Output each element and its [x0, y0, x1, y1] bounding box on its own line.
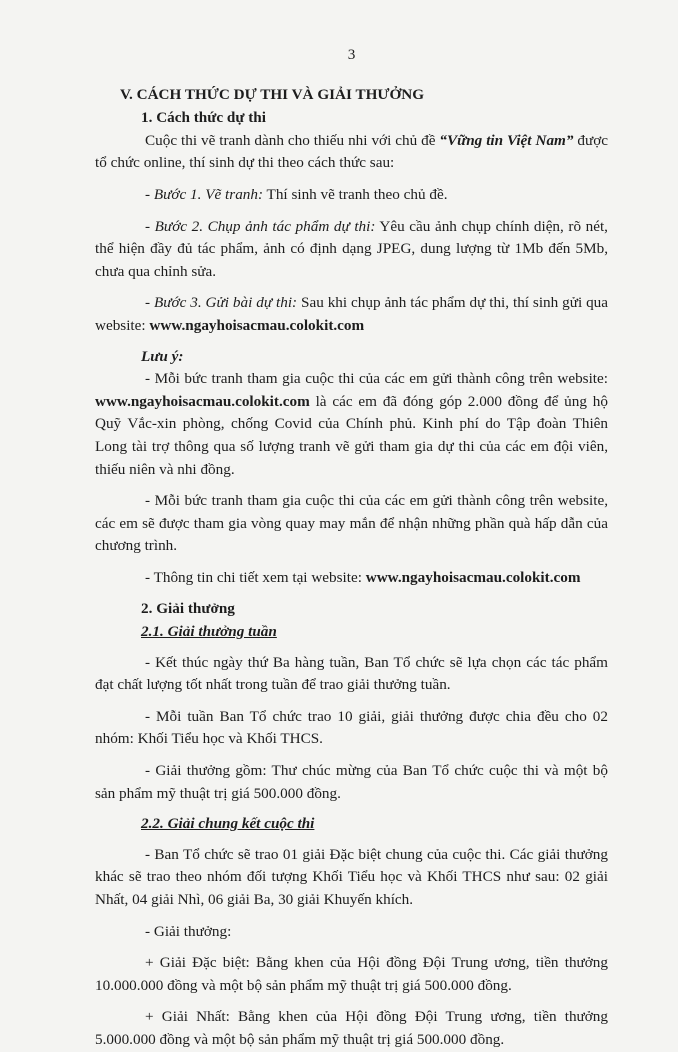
note-1-text: - Mỗi bức tranh tham gia cuộc thi của các em gửi thành công trên website:	[145, 370, 608, 388]
final-prize-title: 2.2. Giải chung kết cuộc thi	[141, 815, 315, 833]
final-prize-3: + Giải Đặc biệt: Bằng khen của Hội đồng Đội Trung ương, tiền thưởng 10.000.000 đồng và một bộ sản phẩm mỹ thuật trị giá 500.000 đồng.	[95, 954, 608, 994]
weekly-prize-1: - Kết thúc ngày thứ Ba hàng tuần, Ban Tổ chức sẽ lựa chọn các tác phẩm đạt chất lượng tốt nhất trong tuần để trao giải thưởng tuần.	[95, 653, 608, 694]
weekly-prize-2: - Mỗi tuần Ban Tổ chức trao 10 giải, giải thưởng được chia đều cho 02 nhóm: Khối Tiểu học và Khối THCS.	[95, 707, 608, 748]
final-prize-2: - Giải thưởng:	[145, 922, 232, 940]
website-link[interactable]: www.ngayhoisacmau.colokit.com	[95, 392, 310, 410]
step-1	[95, 184, 608, 207]
final-prize-1: - Ban Tổ chức sẽ trao 01 giải Đặc biệt chung của cuộc thi. Các giải thưởng khác sẽ trao theo nhóm đối tượng Khối Tiểu học và Khối THCS như sau: 02 giải Nhất, 04 giải Nhì, 06 giải Ba, 30 giải Khuyến khích.	[95, 845, 608, 908]
website-link[interactable]: www.ngayhoisacmau.colokit.com	[149, 316, 365, 334]
intro-text-cont: được tổ chức online, thí sinh dự thi theo cách thức sau:	[95, 131, 608, 172]
final-prize-4: + Giải Nhất: Bằng khen của Hội đồng Đội Trung ương, tiền thưởng 5.000.000 đồng và một bộ sản phẩm mỹ thuật trị giá 500.000 đồng.	[95, 1008, 608, 1048]
note-1	[95, 368, 608, 481]
intro-paragraph	[95, 130, 608, 175]
step-3-text: Sau khi chụp ảnh tác phẩm dự thi, thí sinh gửi qua website:	[95, 294, 609, 334]
section-title: V. CÁCH THỨC DỰ THI VÀ GIẢI THƯỞNG	[120, 85, 425, 103]
subsection-title-entry-method: 1. Cách thức dự thi	[141, 109, 266, 127]
step-1-label: - Bước 1. Vẽ tranh:	[145, 185, 264, 203]
step-2	[95, 216, 608, 284]
step-2-label: - Bước 2. Chụp ảnh tác phẩm dự thi:	[145, 217, 376, 235]
step-3-label: - Bước 3. Gửi bài dự thi:	[145, 294, 298, 312]
step-3	[95, 292, 608, 337]
weekly-prize-3: - Giải thưởng gồm: Thư chúc mừng của Ban Tổ chức cuộc thi và một bộ sản phẩm mỹ thuật trị giá 500.000 đồng.	[95, 762, 608, 802]
website-link[interactable]: www.ngayhoisacmau.colokit.com	[365, 568, 581, 586]
note-3	[95, 567, 608, 590]
step-2-text: Yêu cầu ảnh chụp chính diện, rõ nét, thể hiện đầy đủ tác phẩm, ảnh có định dạng JPEG, dung lượng từ 1Mb đến 5Mb, chưa qua chỉnh sửa.	[95, 217, 608, 280]
note-2: - Mỗi bức tranh tham gia cuộc thi của các em gửi thành công trên website, các em sẽ được tham gia vòng quay may mắn để nhận những phần quà hấp dẫn của chương trình.	[95, 492, 608, 555]
weekly-prize-title: 2.1. Giải thưởng tuần	[141, 623, 277, 641]
intro-text: Cuộc thi vẽ tranh dành cho thiếu nhi với chủ đề	[145, 131, 440, 149]
subsection-title-prizes: 2. Giải thưởng	[141, 600, 235, 618]
note-1-text-cont: là các em đã đóng góp 2.000 đồng để ủng hộ Quỹ Vắc-xin phòng, chống Covid của Chính phủ. Kinh phí do Tập đoàn Thiên Long tài trợ thông qua số lượng tranh vẽ gửi tham gia dự thi của các em đội viên, thiếu niên và nhi đồng.	[95, 392, 608, 478]
page-number: 3	[347, 46, 356, 63]
theme-name: “Vững tin Việt Nam”	[439, 131, 574, 149]
step-1-text: Thí sinh vẽ tranh theo chủ đề.	[263, 185, 448, 203]
note-label: Lưu ý:	[141, 347, 184, 365]
note-3-text: - Thông tin chi tiết xem tại website:	[145, 568, 366, 586]
